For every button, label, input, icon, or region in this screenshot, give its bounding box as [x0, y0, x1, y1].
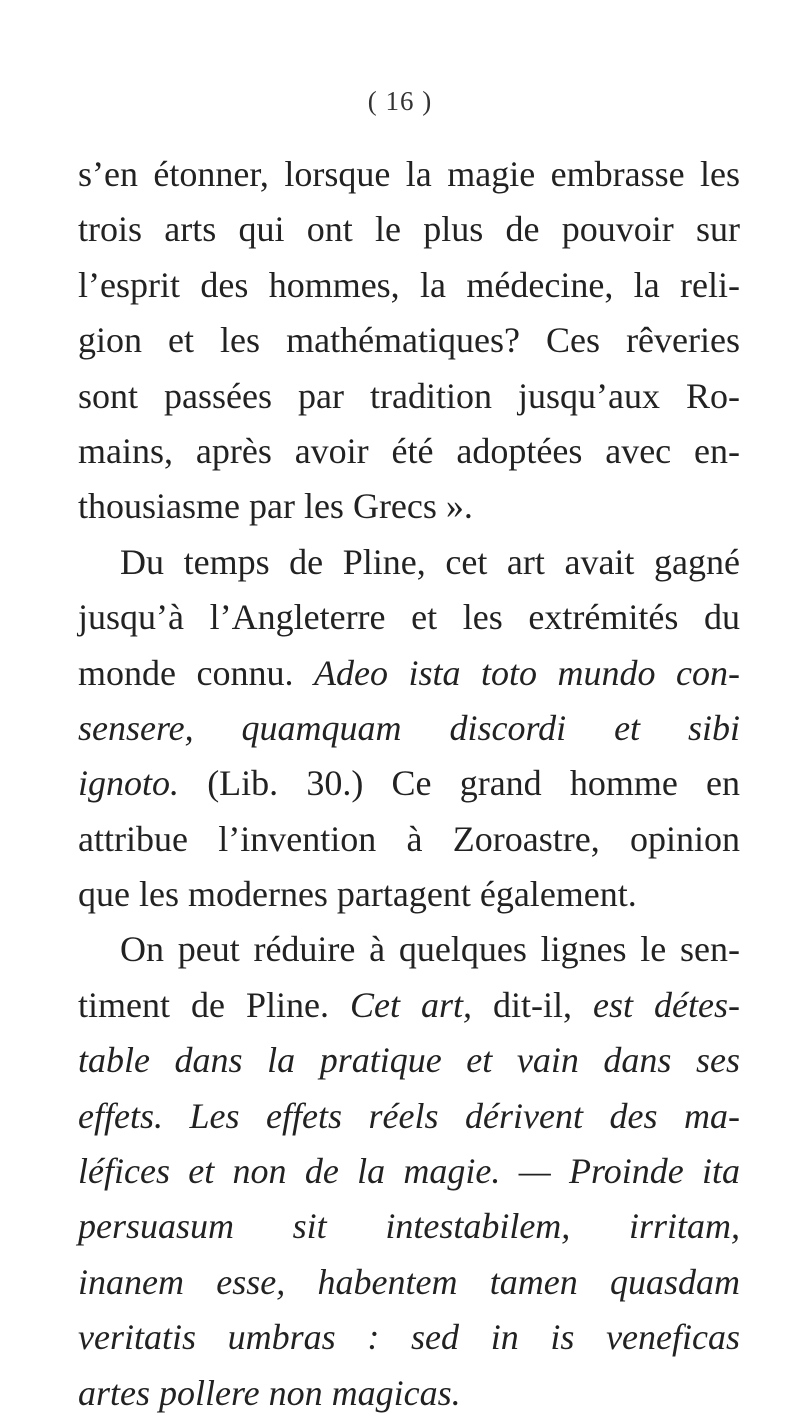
text-line: jusqu’à l’Angleterre et les extrémités du: [78, 597, 740, 638]
text-line: que les modernes partagent également.: [78, 874, 637, 915]
text-line: mains, après avoir été adoptées avec en-: [78, 430, 740, 471]
text-line: Du temps de Pline, cet art avait gagné: [120, 541, 740, 582]
text-line: sont passées par tradition jusqu’aux Ro-: [78, 375, 740, 416]
text-line: attribue l’invention à Zoroastre, opinion: [78, 818, 740, 859]
body-text: [78, 147, 740, 1421]
text-line: persuasum sit intestabilem, irritam,: [78, 1206, 740, 1247]
text-line: léfices et non de la magie. — Proinde ita: [78, 1151, 740, 1192]
text-line: trois arts qui ont le plus de pouvoir sur: [78, 209, 740, 250]
text-line: effets. Les effets réels dérivent des ma-: [78, 1095, 740, 1136]
text-line: inanem esse, habentem tamen quasdam: [78, 1261, 740, 1302]
text-line: ignoto. (Lib. 30.) Ce grand homme en: [78, 763, 740, 804]
text-line: On peut réduire à quelques lignes le sen-: [120, 929, 740, 970]
text-line: l’esprit des hommes, la médecine, la reli-: [78, 264, 740, 305]
text-line: thousiasme par les Grecs ».: [78, 486, 473, 527]
text-line: gion et les mathématiques? Ces rêveries: [78, 320, 740, 361]
text-line: artes pollere non magicas.: [78, 1372, 461, 1413]
text-line: s’en étonner, lorsque la magie embrasse les: [78, 154, 740, 194]
text-line: table dans la pratique et vain dans ses: [78, 1040, 740, 1081]
text-line: sensere, quamquam discordi et sibi: [78, 707, 740, 748]
page-number: ( 16 ): [367, 86, 433, 116]
text-line: veritatis umbras : sed in is veneficas: [78, 1317, 740, 1358]
text-line: monde connu. Adeo ista toto mundo con-: [78, 652, 741, 693]
text-line: timent de Pline. Cet art, dit-il, est détes-: [78, 984, 740, 1025]
